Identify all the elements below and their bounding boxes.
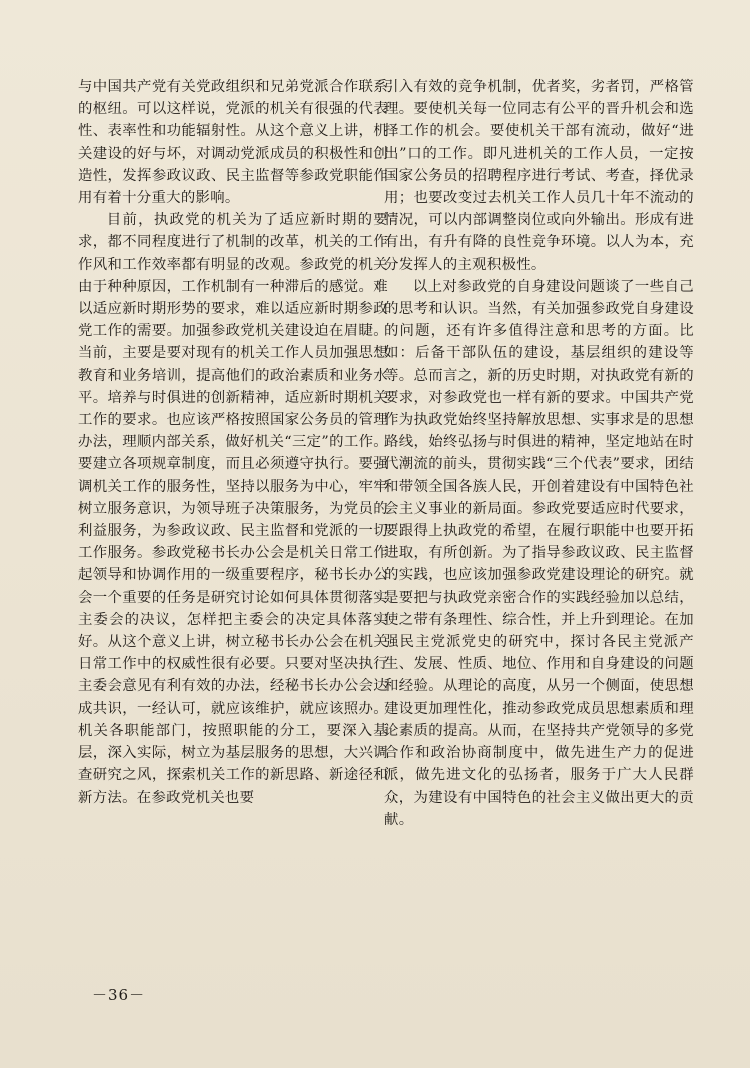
left-paragraph-1: 与中国共产党有关党政组织和兄弟党派合作联系的枢纽。可以这样说，党派的机关有很强的代表性、表率性和功能辐射性。从这个意义上讲，机关建设的好与坏，对调动党派成员的积极性和创造性，发挥参政议政、民主监督等参政党职能作用有着十分重大的影响。 [78, 79, 388, 207]
right-text-column [384, 76, 694, 831]
left-text-column [78, 76, 388, 809]
page-number: －36－ [92, 986, 146, 1004]
left-paragraph-2: 目前，执政党的机关为了适应新时期的要求，都不同程度进行了机制的改革，机关的工作作风和工作效率都有明显的改观。参政党的机关由于种种原因，工作机制有一种滞后的感觉。难以适应新时期形势的要求，难以适应新时期参政党工作的需要。加强参政党机关建设迫在眉睫。当前，主要是要对现有的机关工作人员加强思想教育和业务培训，提高他们的政治素质和业务水平。培养与时俱进的创新精神，适应新时期机关工作的要求。也应该严格按照国家公务员的管理办法，理顺内部关系，做好机关“三定”的工作。要建立各项规章制度，而且必须遵守执行。要强调机关工作的服务性，坚持以服务为中心，牢牢树立服务意识，为领导班子决策服务，为党员的利益服务，为参政议政、民主监督和党派的一切工作服务。参政党秘书长办公会是机关日常工作起领导和协调作用的一级重要程序，秘书长办公会一个重要的任务是研究讨论如何具体贯彻落实主委会的决议，怎样把主委会的决定具体落实好。从这个意义上讲，树立秘书长办公会在机关日常工作中的权威性很有必要。只要对坚决执行主委会意见有利有效的办法，经秘书长办公会达成共识，一经认可，就应该维护，就应该照办。机关各职能部门，按照职能的分工，要深入基层，深入实际，树立为基层服务的思想，大兴调查研究之风，探索机关工作的新思路、新途径和新方法。在参政党机关也要 [78, 212, 388, 806]
right-paragraph-2: 以上对参政党的自身建设问题谈了一些自己的思考和认识。当然，有关加强参政党自身建设的问题，还有许多值得注意和思考的方面。比如：后备干部队伍的建设，基层组织的建设等等。总而言之，新的历史时期，对执政党有新的要求，对参政党也一样有新的要求。中国共产党作为执政党始终坚持解放思想、实事求是的思想路线，始终弘扬与时俱进的精神，坚定地站在时代潮流的前头，贯彻实践“三个代表”要求，团结和带领全国各族人民，开创着建设有中国特色社会主义事业的新局面。参政党要适应时代要求，要跟得上执政党的希望，在履行职能中也要开拓进取，有所创新。为了指导参政议政、民主监督的实践，也应该加强参政党建设理论的研究。就是要把与执政党亲密合作的实践经验加以总结，使之带有条理性、综合性，并上升到理论。在加强民主党派党史的研究中，探讨各民主党派产生、发展、性质、地位、作用和自身建设的问题和经验。从理论的高度，从另一个侧面，使思想建设更加理性化，推动参政党成员思想素质和理论素质的提高。从而，在坚持共产党领导的多党合作和政治协商制度中，做先进生产力的促进派，做先进文化的弘扬者，服务于广大人民群众，为建设有中国特色的社会主义做出更大的贡献。 [384, 278, 694, 828]
right-paragraph-1: 引入有效的竞争机制，优者奖，劣者罚，严格管理。要使机关每一位同志有公平的晋升机会和选择工作的机会。要使机关干部有流动，做好“进出”口的工作。即凡进机关的工作人员，一定按国家公务员的招聘程序进行考试、考查，择优录用；也要改变过去机关工作人员几十年不流动的情况，可以内部调整岗位或向外输出。形成有进有出，有升有降的良性竞争环境。以人为本，充分发挥人的主观积极性。 [384, 79, 694, 273]
